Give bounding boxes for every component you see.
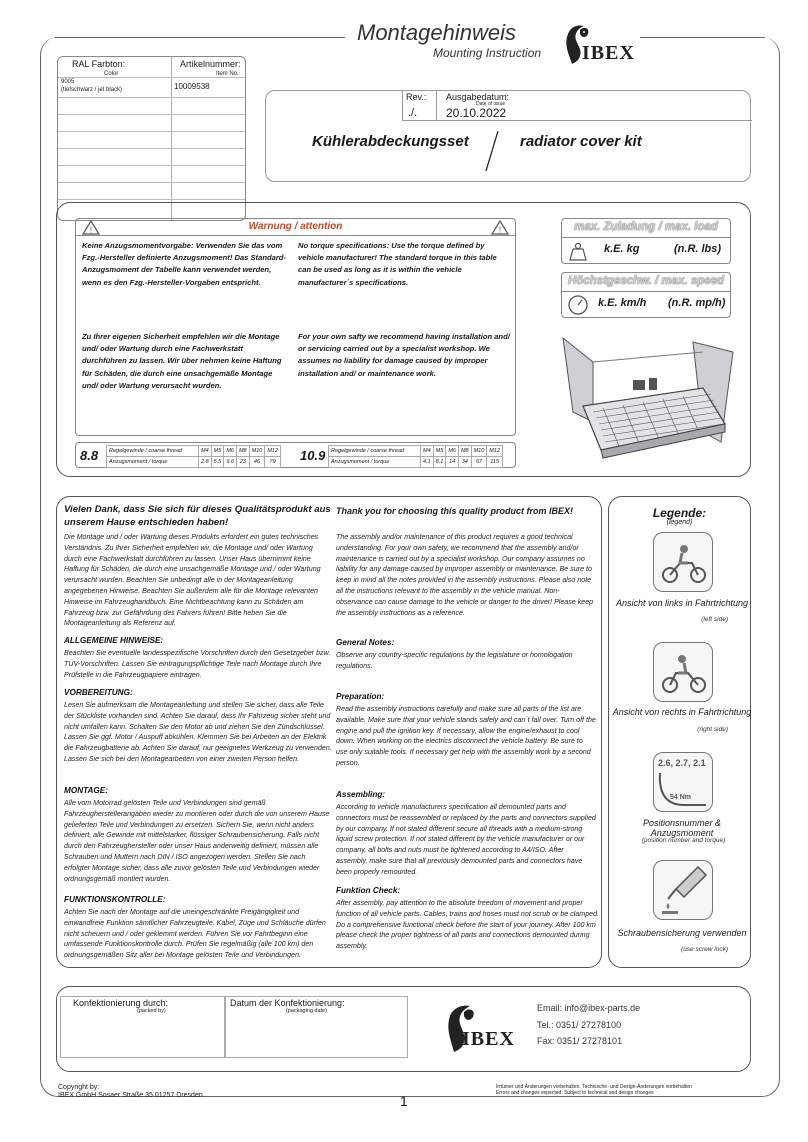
color-label: Color — [104, 71, 119, 77]
packed-by-sub: (packed by) — [137, 1008, 166, 1014]
max-load-value-de: k.E. kg — [604, 243, 640, 255]
info-box — [57, 56, 246, 221]
footer-disclaimer-1: Irrtümer und Änderungen vorbehalten. Technische- und Design-Änderungen vorbehalten — [496, 1084, 692, 1090]
warning-heading: Warnung / attention — [248, 221, 343, 232]
legend-position-torque-icon — [653, 752, 713, 812]
torque-grade-10-9: 10.9 — [300, 448, 326, 463]
section-heading-de: VORBEREITUNG: — [64, 688, 133, 697]
info-row-line — [58, 182, 245, 183]
max-load-box — [561, 218, 731, 264]
torque-value: 4.1 — [421, 457, 434, 468]
section-body-en: After assembly, pay attention to the absolute freedom of movement and proper function of all vehicle parts. Cables, trains and hoses must not scrub or be clamped. Do a comprehensive functional check before the start of your journey. After 100 km please check the proper tightness of all parts and connections demounted during assembly. — [336, 899, 599, 951]
header-bar-line-left — [55, 37, 345, 38]
product-box — [265, 90, 751, 182]
torque-value: 23 — [236, 457, 249, 468]
legend-right-view-icon — [653, 642, 713, 702]
legend-item-label: Schraubensicherung verwenden — [617, 928, 747, 938]
torque-size: M12 — [265, 446, 281, 457]
speedometer-icon — [567, 294, 589, 316]
legend-item-label: Ansicht von rechts in Fahrtrichtung — [612, 707, 752, 717]
section-heading-de: MONTAGE: — [64, 786, 108, 795]
torque-value: 34 — [458, 457, 471, 468]
torque-size: M5 — [433, 446, 446, 457]
product-name-separator — [482, 129, 502, 173]
intro-heading-de: Vielen Dank, dass Sie sich für dieses Qualitätsprodukt aus unserem Hause entschieden haben! — [64, 504, 331, 528]
info-divider-v — [171, 57, 172, 220]
legend-heading: Legende: — [652, 506, 707, 520]
max-speed-value-en: (n.R. mp/h) — [668, 297, 726, 309]
torque-grade-8-8: 8.8 — [80, 448, 99, 463]
section-body-en: According to vehicle manufacturers specification all demounted parts and connectors must be reassembled or replaced by the parts and connectors supplied by our company. If not stated different secure all threads with a medium-strong liquid screw protection. If not stated different by the vehicle manufacturer or our company, all bolts and nuts must be tightened according to A4/ISO. After assembly, make sure that all previously demounted parts and connectors have been properly remounted. — [336, 803, 596, 876]
torque-table-container — [75, 442, 516, 468]
torque-row2-label: Anzugsmoment / torque — [329, 457, 421, 468]
torque-value: 79 — [265, 457, 281, 468]
torque-size: M6 — [224, 446, 237, 457]
ibex-logo — [558, 20, 636, 66]
motorcycle-right-icon — [654, 643, 712, 701]
legend-item-sub: (use screw lock) — [681, 946, 728, 953]
torque-row1-label: Regelgewinde / coarse thread — [329, 446, 421, 457]
legend-item-sub: (right side) — [697, 726, 728, 733]
torque-value: 115 — [487, 457, 503, 468]
section-body-de: Lesen Sie aufmerksam die Montageanleitung und stellen Sie sicher, dass alle Teile der Stückliste vorhanden sind. Achten Sie darauf, dass Ihr Fahrzeug sicher steht und nicht umfallen kann. Schalten Sie den Motor ab und ziehen Sie den Zündschlüssel. Lassen Sie ggf. Motor / Auspuff abkühlen. Klemmen Sie bei Arbeiten an der Elektrik die Fahrzeugbatterie ab. Achten Sie darauf, nur geeignetes Werkzeug zu verwenden. Lassen Sie sich bei den Montagearbeiten von einer zweiten Person helfen. — [64, 701, 332, 763]
section-heading-en: Preparation: — [336, 692, 385, 701]
warning-en-2: For your own safty we recommend having installation and/ or servicing carried out by a specialist workshop. We assumes no liability for damage caused by improper installation and/ or maintenance work. — [298, 332, 510, 378]
radiator-cover-illustration — [553, 332, 743, 462]
torque-size: M10 — [249, 446, 265, 457]
section-heading-de: FUNKTIONSKONTROLLE: — [64, 895, 166, 904]
footer-email[interactable]: Email: info@ibex-parts.de — [537, 1003, 641, 1013]
position-number-list: 2.6, 2.7, 2.1 — [658, 758, 706, 768]
product-name-en: radiator cover kit — [520, 133, 642, 150]
color-value-1: 9005 — [61, 79, 75, 85]
legend-item-label: Ansicht von links in Fahrtrichtung — [615, 598, 749, 608]
max-speed-heading: Höchstgeschw. / max. speed — [567, 275, 725, 287]
header-bar-line-right — [640, 37, 765, 38]
legend-screw-lock-icon — [653, 860, 713, 920]
packing-date-sub: (packaging date) — [286, 1008, 327, 1014]
article-label: Artikelnummer: — [180, 59, 241, 69]
packing-date-box — [225, 996, 408, 1058]
item-label: Item No. — [216, 71, 239, 77]
torque-size: M5 — [211, 446, 224, 457]
torque-row1-label: Regelgewinde / coarse thread — [107, 446, 199, 457]
packing-date-label: Datum der Konfektionierung: — [230, 998, 345, 1008]
intro-body-de: Die Montage und / oder Wartung dieses Produkts erfordert ein gutes technisches Verständnis. Zu Ihrer Sicherheit empfehlen wir, die Montage und/ oder Wartung durch eine Fachwerkstatt durchführen zu lassen. Unser Haus übernimmt keine Haftung für Schäden, die durch eine unsachgemäße Montage und / oder Wartung verursacht wurden. Beachten Sie unbedingt alle in der Montageanleitung angegebenen Hinweise. Beachten Sie außerdem alle für die Montage relevanten Hinweise im Fahrzeughandbuch. Eine Nichtbeachtung kann zu Schäden am Fahrzeug bzw. zur Gefährdung des Fahrers führen! Bitte heben Sie die Montageanleitung als Referenz auf. — [64, 533, 321, 628]
intro-body-en: The assembly and/or maintenance of this product requires a good technical understanding. For your own safety, we recommend that the assembly and/or maintenance is carried out by a specialist workshop. Our company assumes no liability for any damage caused by improper assembly or maintenance. Be sure to keep in mind all the notes provided in the assembly instructions. Please also note all the instructions relevant to the assembly in the vehicle manual. Non-observance can cause damage to the vehicle or danger to the driver! Please keep the assembly instructions as a reference. — [336, 533, 594, 617]
torque-badge: 54 Nm — [670, 794, 692, 801]
position-number: 2.1 — [693, 758, 706, 768]
info-row-line — [58, 114, 245, 115]
footer-disclaimer-2: Errors and changes expected. Subject to technical and design changes — [496, 1090, 654, 1096]
header-brand: IBEX — [582, 42, 635, 64]
section-heading-en: Assembling: — [336, 790, 386, 799]
footer-tel: Tel.: 0351/ 27278100 — [537, 1020, 622, 1030]
max-speed-box — [561, 272, 731, 318]
info-row-line — [58, 77, 245, 78]
copyright-line-1: Copyright by: — [58, 1084, 100, 1091]
torque-value: 5.5 — [211, 457, 224, 468]
warning-en-1: No torque specifications: Use the torque defined by vehicle manufacturer! The standard torque in this table can be used as long as it is within the vehicle manufacturer´s specifications. — [298, 241, 497, 287]
date-sub: Date of issue — [476, 101, 506, 107]
section-body-de: Achten Sie nach der Montage auf die uneingeschränkte Freigängigkeit und einwandfreie Funktion sämtlicher Fahrzeugteile. Kabel, Züge und Schläuche dürfen nicht scheuern und / oder geklemmt werden. Führen Sie vor Fahrtbeginn eine umfassende Funktionskontrolle durch. Prüfen Sie regelmäßig (alle 100 km) den ordnungsgemäßen Sitz aller bei Montage gelösten Teile und Verbindungen. — [64, 908, 326, 960]
section-heading-en: General Notes: — [336, 638, 395, 647]
section-body-en: Read the assembly instructions carefully and make sure all parts of the list are available. Make sure that your vehicle stands safely and can´t fall over. Turn off the engine and pull the ignition key. If necessary, allow the engine/exhaust to cool down. When working on the electrics disconnect the vehicle battery. Be sure to use only suitable tools. If necessary get help with the assembly work by a second person. — [336, 705, 596, 767]
torque-size: M10 — [471, 446, 487, 457]
header-title-de: Montagehinweis — [357, 20, 516, 45]
max-load-value-en: (n.R. lbs) — [674, 243, 722, 255]
legend-left-view-icon — [653, 532, 713, 592]
date-label: Ausgabedatum: — [446, 92, 510, 102]
position-number: 2.6 — [658, 758, 671, 768]
legend-sub: (legend) — [666, 519, 693, 526]
torque-size: M6 — [446, 446, 459, 457]
header-title-en: Mounting Instruction — [433, 46, 542, 60]
legend-item-label: Positionsnummer & Anzugsmoment — [642, 818, 722, 838]
screw-lock-icon — [654, 861, 712, 919]
info-row-line — [58, 97, 245, 98]
rev-value: ./. — [408, 107, 418, 119]
torque-size: M4 — [199, 446, 212, 457]
footer-fax: Fax: 0351/ 27278101 — [537, 1036, 623, 1046]
svg-text:!: ! — [89, 225, 93, 235]
section-body-en: Observe any country-specific regulations by the legislature or homologation regulations. — [336, 651, 573, 670]
torque-table-8-8 — [106, 445, 281, 468]
footer-logo — [442, 1000, 522, 1054]
motorcycle-left-icon — [654, 533, 712, 591]
torque-value: 67 — [471, 457, 487, 468]
max-speed-divider — [562, 291, 730, 292]
info-row-line — [58, 148, 245, 149]
intro-heading-en: Thank you for choosing this quality product from IBEX! — [336, 506, 574, 516]
rev-divider — [436, 91, 437, 121]
section-body-de: Alle vom Motorrad gelösten Teile und Verbindungen sind gemäß Fahrzeugherstellerangaben wieder zu montieren oder durch die von unserem Hause gelieferten Teile und Verbindungen zu ersetzen. Sichern Sie, wenn nicht anders definiert, alle Gewinde mit mittelstarker, flüssiger Schraubensicherung. Falls nicht durch den Fahrzeughersteller oder unser Haus anderweitig definiert, müssen alle Schrauben und Muttern nach DIN / ISO angezogen werden. Stellen Sie nach erfolgter Montage sicher, dass alle zuvor gelösten Teile und Verbindungen wieder ordnungsgemäß montiert wurden. — [64, 799, 330, 883]
footer-brand: IBEX — [462, 1028, 515, 1050]
info-row-line — [58, 199, 245, 200]
max-load-heading: max. Zuladung / max. load — [574, 221, 718, 233]
color-value-2: (tiefschwarz / jet black) — [61, 87, 123, 93]
item-value: 10009538 — [174, 82, 210, 91]
info-row-line — [58, 131, 245, 132]
ral-label: RAL Farbton: — [72, 59, 126, 69]
position-number: 2.7 — [675, 758, 689, 768]
torque-row2-label: Anzugsmoment / torque — [107, 457, 199, 468]
torque-size: M8 — [236, 446, 249, 457]
packed-by-label: Konfektionierung durch: — [73, 998, 169, 1008]
packed-by-box — [60, 996, 225, 1058]
section-body-de: Beachten Sie eventuelle landesspezifische Vorschriften durch den Gesetzgeber bzw. TÜV-Vorschriften. Lassen Sie eintragungspflichtige Teile nach Montage durch Ihre Prüfstelle in die Fahrzeugpapiere eintragen. — [64, 649, 331, 679]
warning-de-1: Keine Anzugsmomentvorgabe: Verwenden Sie das vom Fzg.-Hersteller definierte Anzugsmoment! Das Standard-Anzugsmoment der Tabelle kann verwendet werden, wenn es den Fzg.-Hersteller-Vorgaben entspricht. — [82, 241, 286, 287]
max-speed-value-de: k.E. km/h — [598, 297, 647, 309]
info-row-line — [58, 165, 245, 166]
warning-box — [75, 218, 516, 436]
torque-value: 14 — [446, 457, 459, 468]
svg-text:!: ! — [498, 225, 502, 235]
product-name-de: Kühlerabdeckungsset — [312, 133, 469, 150]
torque-value: 9.6 — [224, 457, 237, 468]
page-number: 1 — [400, 1093, 408, 1109]
warning-de-2: Zu Ihrer eigenen Sicherheit empfehlen wir die Montage und/ oder Wartung durch eine Fachwerkstatt durchführen zu lassen. Wir über nehmen keine Haftung für Schäden, die durch eine unsachgemäße Montage und/ oder Wartung verursacht wurden. — [82, 332, 282, 390]
section-heading-de: ALLGEMEINE HINWEISE: — [64, 636, 164, 645]
max-load-divider — [562, 237, 730, 238]
torque-value: 46 — [249, 457, 265, 468]
torque-size: M8 — [458, 446, 471, 457]
torque-value: 2.8 — [199, 457, 212, 468]
torque-size: M4 — [421, 446, 434, 457]
rev-label: Rev.: — [406, 92, 427, 102]
torque-value: 8.1 — [433, 457, 446, 468]
legend-item-sub: (left side) — [701, 616, 728, 623]
section-heading-en: Funktion Check: — [336, 886, 401, 895]
torque-size: M12 — [487, 446, 503, 457]
date-value: 20.10.2022 — [446, 106, 507, 120]
torque-table-10-9 — [328, 445, 503, 468]
weight-icon — [568, 241, 588, 261]
copyright-line-2: IBEX GmbH Sosaer Straße 35 01257 Dresden — [58, 1092, 203, 1099]
legend-item-sub: (position number and torque) — [641, 837, 726, 844]
